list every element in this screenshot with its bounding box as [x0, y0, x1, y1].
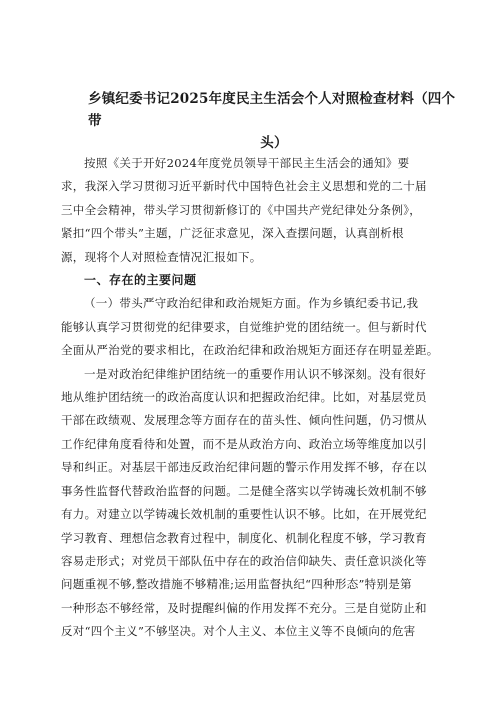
- text-line: 一是对政治纪律维护团结统一的重要作用认识不够深刻。没有很好: [84, 366, 427, 381]
- text-line: 按照《关于开好2024年度党员领导干部民主生活会的通知》要: [84, 156, 410, 170]
- body-paragraph: [61, 363, 461, 644]
- text-line: 有力。对建立以学铸魂长效机制的重要性认识不够。比如，在开展党纪: [61, 507, 427, 522]
- text-line: 全面从严治党的要求相比，在政治纪律和政治规矩方面还存在明显差距。: [61, 343, 439, 358]
- text-line: 源，现将个人对照检查情况汇报如下。: [61, 249, 262, 264]
- text-line: 反对“四个主义”不够坚决。对个人主义、本位主义等不良倾向的危害: [61, 624, 416, 639]
- text-line: 问题重视不够,整改措施不够精准;运用监督执纪“四种形态”特别是第: [61, 577, 412, 592]
- text-line: 事务性监督代替政治监督的问题。二是健全落实以学铸魂长效机制不够: [61, 483, 427, 498]
- text-line: 地从维护团结统一的政治高度认识和把握政治纪律。比如，对基层党员: [61, 390, 427, 405]
- text-line: 学习教育、理想信念教育过程中，制度化、机制化程度不够，学习教育: [61, 530, 427, 545]
- document-body: [61, 152, 461, 644]
- text-line: 紧扣“四个带头”主题，广泛征求意见，深入查摆问题，认真剖析根: [61, 226, 404, 241]
- text-line: 三中全会精神，带头学习贯彻新修订的《中国共产党纪律处分条例》，: [61, 202, 422, 217]
- text-line: 求，我深入学习贯彻习近平新时代中国特色社会主义思想和党的二十届: [61, 179, 427, 194]
- text-line: 容易走形式；对党员干部队伍中存在的政治信仰缺失、责任意识淡化等: [61, 553, 427, 568]
- text-line: 干部在政绩观、发展理念等方面存在的苗头性、倾向性问题，仍习惯从: [61, 413, 427, 428]
- document-title: [88, 88, 460, 154]
- text-line: 导和纠正。对基层干部违反政治纪律问题的警示作用发挥不够，存在以: [61, 460, 427, 475]
- title-line-1: 乡镇纪委书记2025年度民主生活会个人对照检查材料（四个带: [88, 91, 456, 129]
- text-line: 工作纪律角度看待和处置，而不是从政治方向、政治立场等维度加以引: [61, 436, 427, 451]
- text-line: 能够认真学习贯彻党的纪律要求，自觉维护党的团结统一。但与新时代: [61, 319, 427, 334]
- title-line-2: 头）: [260, 135, 288, 151]
- text-line: （一）带头严守政治纪律和政治规矩方面。作为乡镇纪委书记,我: [84, 296, 419, 311]
- intro-paragraph: [61, 152, 461, 269]
- text-line: 一种形态不够经常，及时提醒纠偏的作用发挥不充分。三是自觉防止和: [61, 600, 427, 615]
- subsection-paragraph: [61, 292, 461, 362]
- section-heading: 一、存在的主要问题: [84, 273, 197, 288]
